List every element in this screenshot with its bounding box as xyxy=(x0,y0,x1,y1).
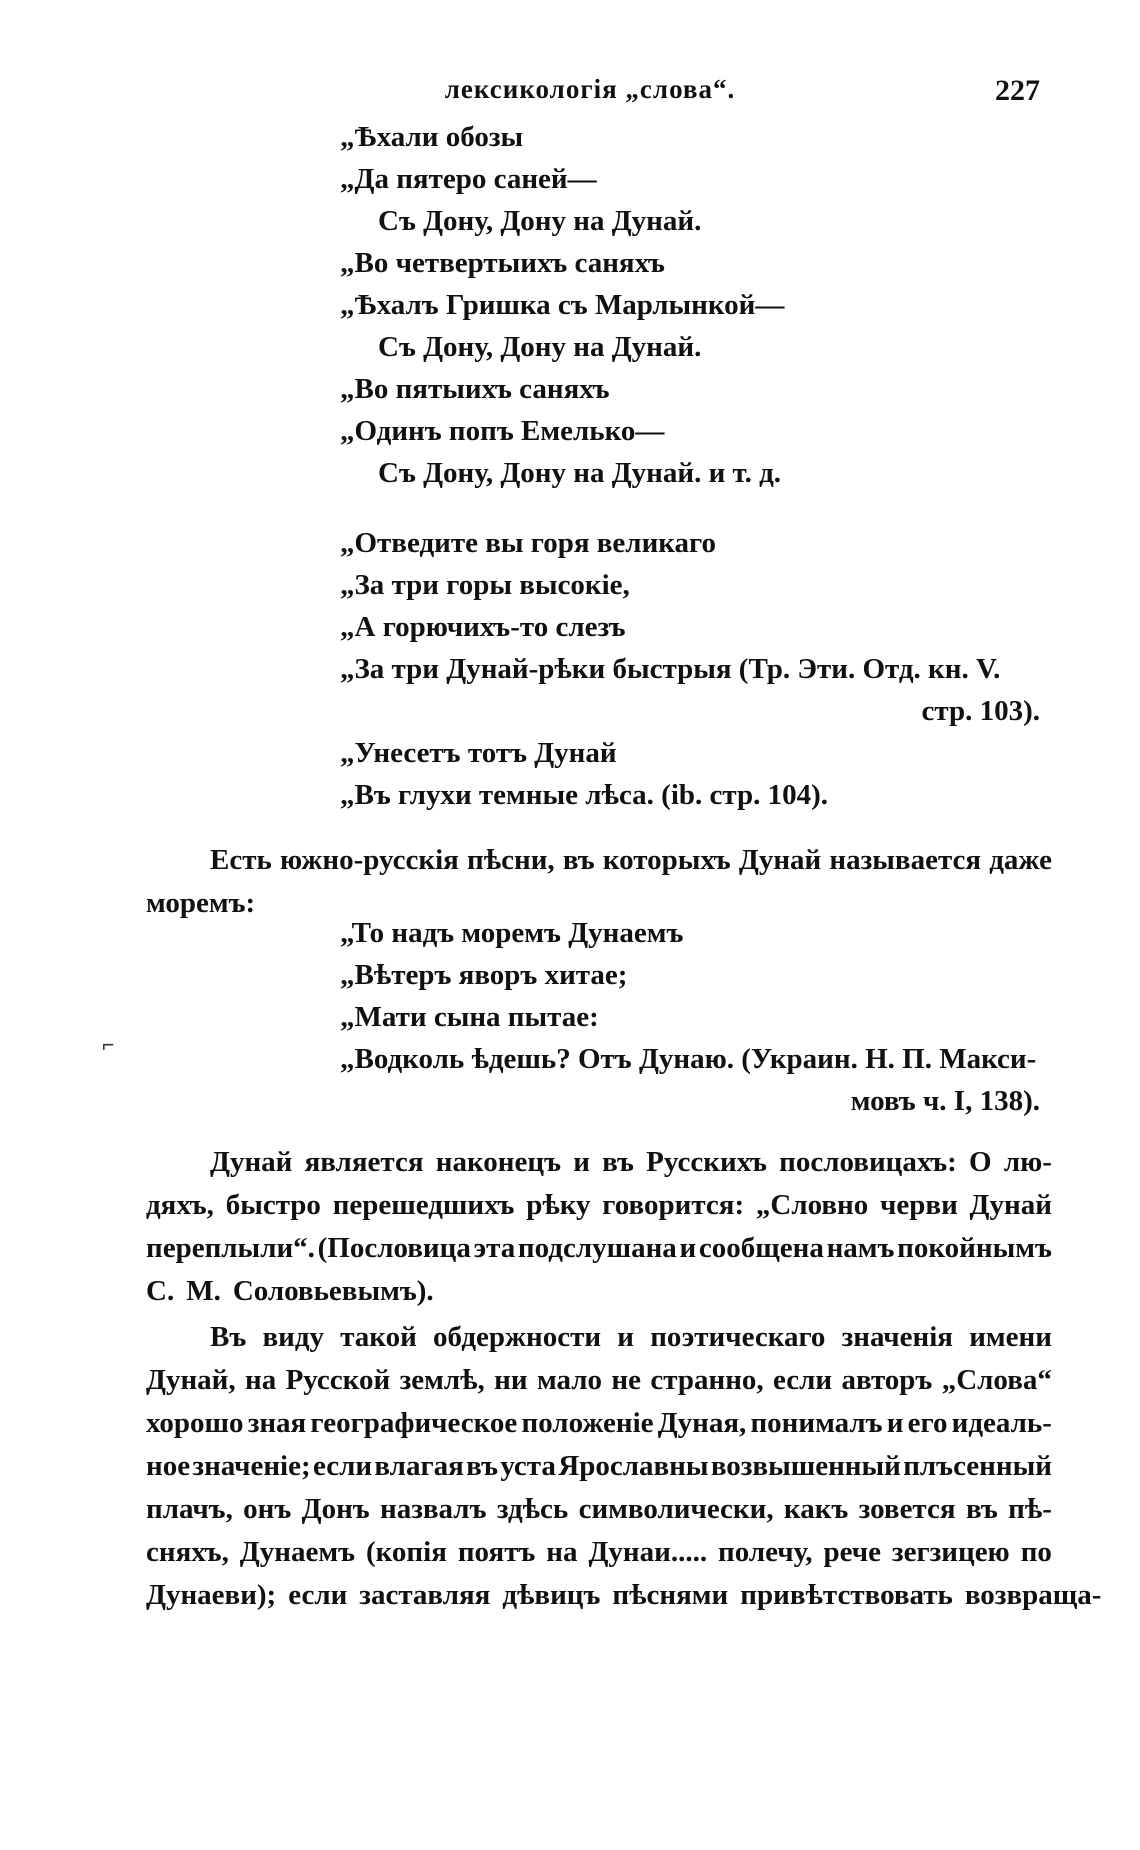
text-line: сняхъ, Дунаемъ (копія поятъ на Дунаи..... полечу, рече зегзицею по xyxy=(146,1536,1052,1568)
verse-line: „То надъ моремъ Дунаемъ xyxy=(340,917,684,949)
paragraph-3 xyxy=(146,1316,1102,1617)
text-line: переплыли“. (Пословица эта подслушана и сообщена намъ покойнымъ xyxy=(146,1232,1052,1264)
verse-line: „Мати сына пытае: xyxy=(340,1001,599,1033)
text-line: ное значеніе; если влагая въ уста Ярославны возвышенный плъсенный xyxy=(146,1450,1052,1482)
verse-block-1 xyxy=(340,116,784,494)
verse-line: „Унесетъ тотъ Дунай xyxy=(340,737,617,769)
text-line: С. М. Соловьевымъ). xyxy=(146,1275,434,1307)
margin-mark: ⌐ xyxy=(102,1032,115,1057)
verse-line: Съ Дону, Дону на Дунай. xyxy=(378,205,702,237)
verse-line: „За три горы высокіе, xyxy=(340,569,630,601)
verse-line: мовъ ч. I, 138). xyxy=(850,1085,1040,1117)
verse-line: „Одинъ попъ Емелько— xyxy=(340,415,665,447)
paragraph-2 xyxy=(146,1141,1052,1313)
verse-block-3 xyxy=(340,912,1040,1122)
verse-line: „Водколь ѣдешь? Отъ Дунаю. (Украин. Н. П. Макси- xyxy=(340,1043,1037,1075)
text-line: дяхъ, быстро перешедшихъ рѣку говорится: „Словно черви Дунай xyxy=(146,1189,1052,1221)
text-line: Дунаеви); если заставляя дѣвицъ пѣснями привѣтствовать возвраща- xyxy=(146,1579,1102,1611)
verse-line: „За три Дунай-рѣки быстрыя (Тр. Эти. Отд. кн. V. xyxy=(340,653,1001,685)
verse-line: „Во четвертыихъ саняхъ xyxy=(340,247,665,279)
text-line: плачъ, онъ Донъ назвалъ здѣсь символически, какъ зовется въ пѣ- xyxy=(146,1493,1052,1525)
text-line: Дунай, на Русской землѣ, ни мало не странно, если авторъ „Слова“ xyxy=(146,1364,1052,1396)
verse-line: стр. 103). xyxy=(921,695,1040,727)
page-header xyxy=(140,74,1040,114)
text-line: Есть южно-русскія пѣсни, въ которыхъ Дунай называется даже xyxy=(210,844,1052,876)
verse-block-2 xyxy=(340,522,1040,816)
verse-line: „Отведите вы горя великаго xyxy=(340,527,716,559)
page-number: 227 xyxy=(995,74,1040,107)
running-title: лексикологія „слова“. xyxy=(444,74,736,104)
verse-line: „Вѣтеръ яворъ хитае; xyxy=(340,959,628,991)
verse-line: „Во пятыихъ саняхъ xyxy=(340,373,610,405)
verse-line: Съ Дону, Дону на Дунай. и т. д. xyxy=(378,457,782,489)
verse-line: Съ Дону, Дону на Дунай. xyxy=(378,331,702,363)
text-line: хорошо зная географическое положеніе Дуная, понималъ и его идеаль- xyxy=(146,1407,1052,1439)
verse-line: „Въ глухи темные лѣса. (ib. стр. 104). xyxy=(340,779,829,811)
verse-line: „А горючихъ-то слезъ xyxy=(340,611,626,643)
verse-line: „Да пятеро саней— xyxy=(340,163,597,195)
text-line: моремъ: xyxy=(146,887,256,919)
text-line: Въ виду такой обдержности и поэтическаго значенія имени xyxy=(210,1321,1052,1353)
verse-line: „Ѣхали обозы xyxy=(340,121,524,153)
text-line: Дунай является наконецъ и въ Русскихъ пословицахъ: О лю- xyxy=(210,1146,1052,1178)
verse-line: „Ѣхалъ Гришка съ Марлынкой— xyxy=(340,289,785,321)
